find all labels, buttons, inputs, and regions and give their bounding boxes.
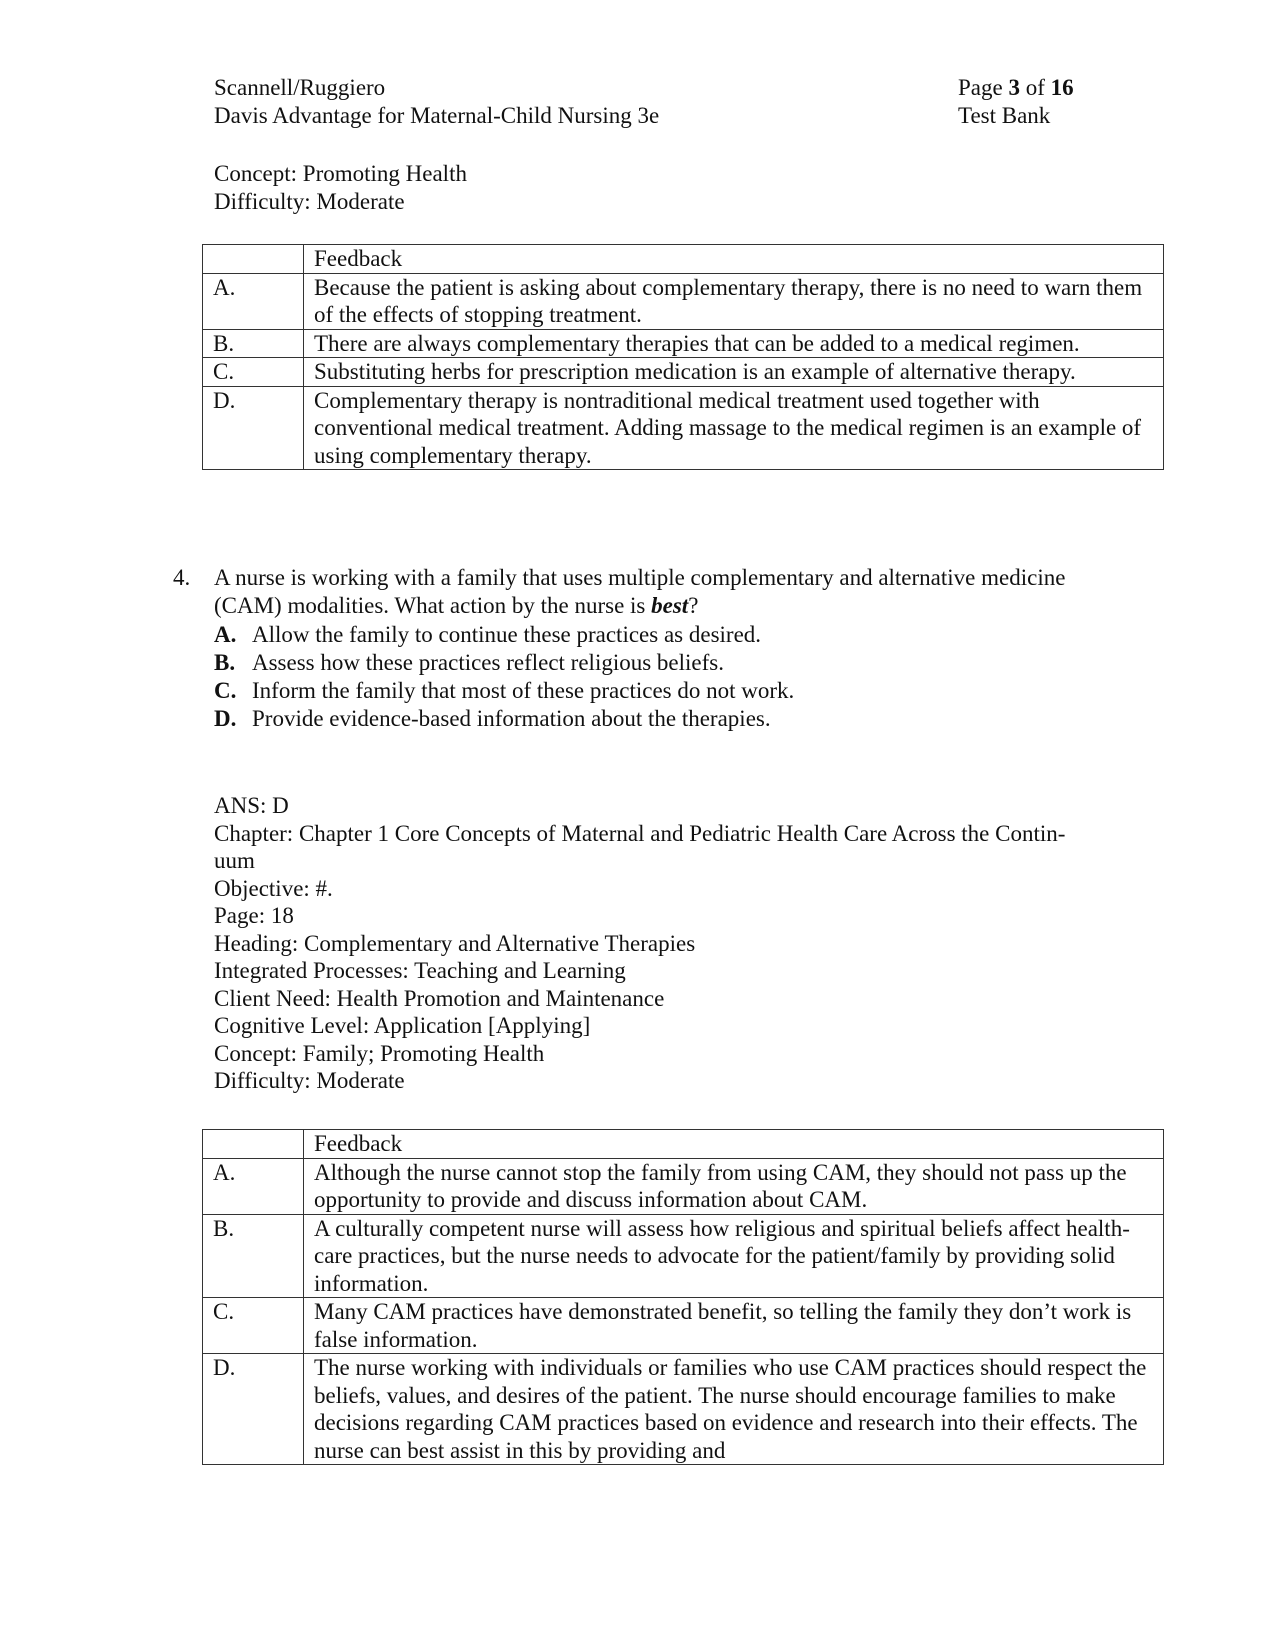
table-row: [203, 1214, 1164, 1298]
client-need-line: Client Need: Health Promotion and Maintenance: [214, 985, 665, 1011]
question-number: 4.: [173, 565, 191, 590]
integrated-processes-line: Integrated Processes: Teaching and Learning: [214, 958, 626, 983]
page-total: 16: [1050, 75, 1074, 100]
book-title: Davis Advantage for Maternal-Child Nursing 3e: [214, 102, 660, 128]
authors: Scannell/Ruggiero: [214, 75, 386, 100]
table-row: [203, 1158, 1164, 1214]
table-header-row: [203, 245, 1164, 274]
page-indicator: Page 3 of 16: [958, 75, 1074, 100]
row-feedback: A culturally competent nurse will assess how religious and spiritual beliefs affect health-care practices, but the nurse needs to advocate for the patient/family by providing solid information.: [304, 1214, 1164, 1298]
row-feedback: Complementary therapy is nontraditional medical treatment used together with conventional medical treatment. Adding massage to the medical regimen is an example of using complementary therapy.: [304, 386, 1164, 470]
row-letter: B.: [203, 329, 304, 358]
question-stem: A nurse is working with a family that uses multiple complementary and alternative medicine (CAM) modalities. What action by the nurse is best?: [214, 565, 1066, 618]
heading-line: Heading: Complementary and Alternative Therapies: [214, 930, 696, 956]
option-d: D. Provide evidence-based information about the therapies.: [214, 706, 771, 731]
difficulty-line: Difficulty: Moderate: [214, 188, 405, 214]
option-b: B. Assess how these practices reflect religious beliefs.: [214, 650, 724, 675]
option-a: A. Allow the family to continue these practices as desired.: [214, 622, 762, 647]
table-row: [203, 273, 1164, 329]
row-feedback: Many CAM practices have demonstrated benefit, so telling the family they don’t work is false information.: [304, 1298, 1164, 1354]
feedback-table-question-4: [202, 1129, 1164, 1465]
table-header-row: [203, 1130, 1164, 1159]
table-row: [203, 1354, 1164, 1465]
row-feedback: Although the nurse cannot stop the family from using CAM, they should not pass up the opportunity to provide and discuss information about CAM.: [304, 1158, 1164, 1214]
feedback-table-question-3: [202, 244, 1164, 470]
answer-line: ANS: D: [214, 793, 289, 818]
row-letter: B.: [203, 1214, 304, 1298]
concept-line: Concept: Promoting Health: [214, 161, 467, 186]
doc-type: Test Bank: [958, 102, 1051, 128]
answer-options: [214, 621, 794, 733]
question-3-meta: [214, 160, 467, 215]
row-letter: A.: [203, 1158, 304, 1214]
row-feedback: The nurse working with individuals or families who use CAM practices should respect the beliefs, values, and desires of the patient. The nurse should encourage families to make decisions regarding CAM practices based on evidence and research into their effects. The nurse can best assist in this by providing and: [304, 1354, 1164, 1465]
objective-line: Objective: #.: [214, 875, 333, 901]
table-row: [203, 358, 1164, 387]
feedback-header: Feedback: [304, 1130, 1164, 1159]
table-row: [203, 1298, 1164, 1354]
row-letter: D.: [203, 1354, 304, 1465]
page-line: Page: 18: [214, 903, 294, 928]
row-letter: C.: [203, 1298, 304, 1354]
chapter-line: Chapter: Chapter 1 Core Concepts of Maternal and Pediatric Health Care Across the Contin-: [214, 820, 1066, 846]
page-header-left: [214, 74, 659, 129]
chapter-line-continued: uum: [214, 848, 255, 873]
feedback-header: Feedback: [304, 245, 1164, 274]
page-header-right: [958, 74, 1074, 129]
option-c: C. Inform the family that most of these practices do not work.: [214, 678, 795, 703]
difficulty-line: Difficulty: Moderate: [214, 1068, 405, 1093]
row-letter: A.: [203, 273, 304, 329]
page-number: 3: [1008, 75, 1020, 100]
row-letter: D.: [203, 386, 304, 470]
row-letter: C.: [203, 358, 304, 387]
question-4-answer-meta: [214, 792, 1134, 1095]
stem-emphasis: best: [651, 592, 689, 618]
table-row: [203, 329, 1164, 358]
concept-line: Concept: Family; Promoting Health: [214, 1040, 545, 1066]
row-feedback: There are always complementary therapies that can be added to a medical regimen.: [304, 329, 1164, 358]
row-feedback: Because the patient is asking about complementary therapy, there is no need to warn them of the effects of stopping treatment.: [304, 273, 1164, 329]
row-feedback: Substituting herbs for prescription medication is an example of alternative therapy.: [304, 358, 1164, 387]
cognitive-level-line: Cognitive Level: Application [Applying]: [214, 1013, 591, 1038]
table-row: [203, 386, 1164, 470]
